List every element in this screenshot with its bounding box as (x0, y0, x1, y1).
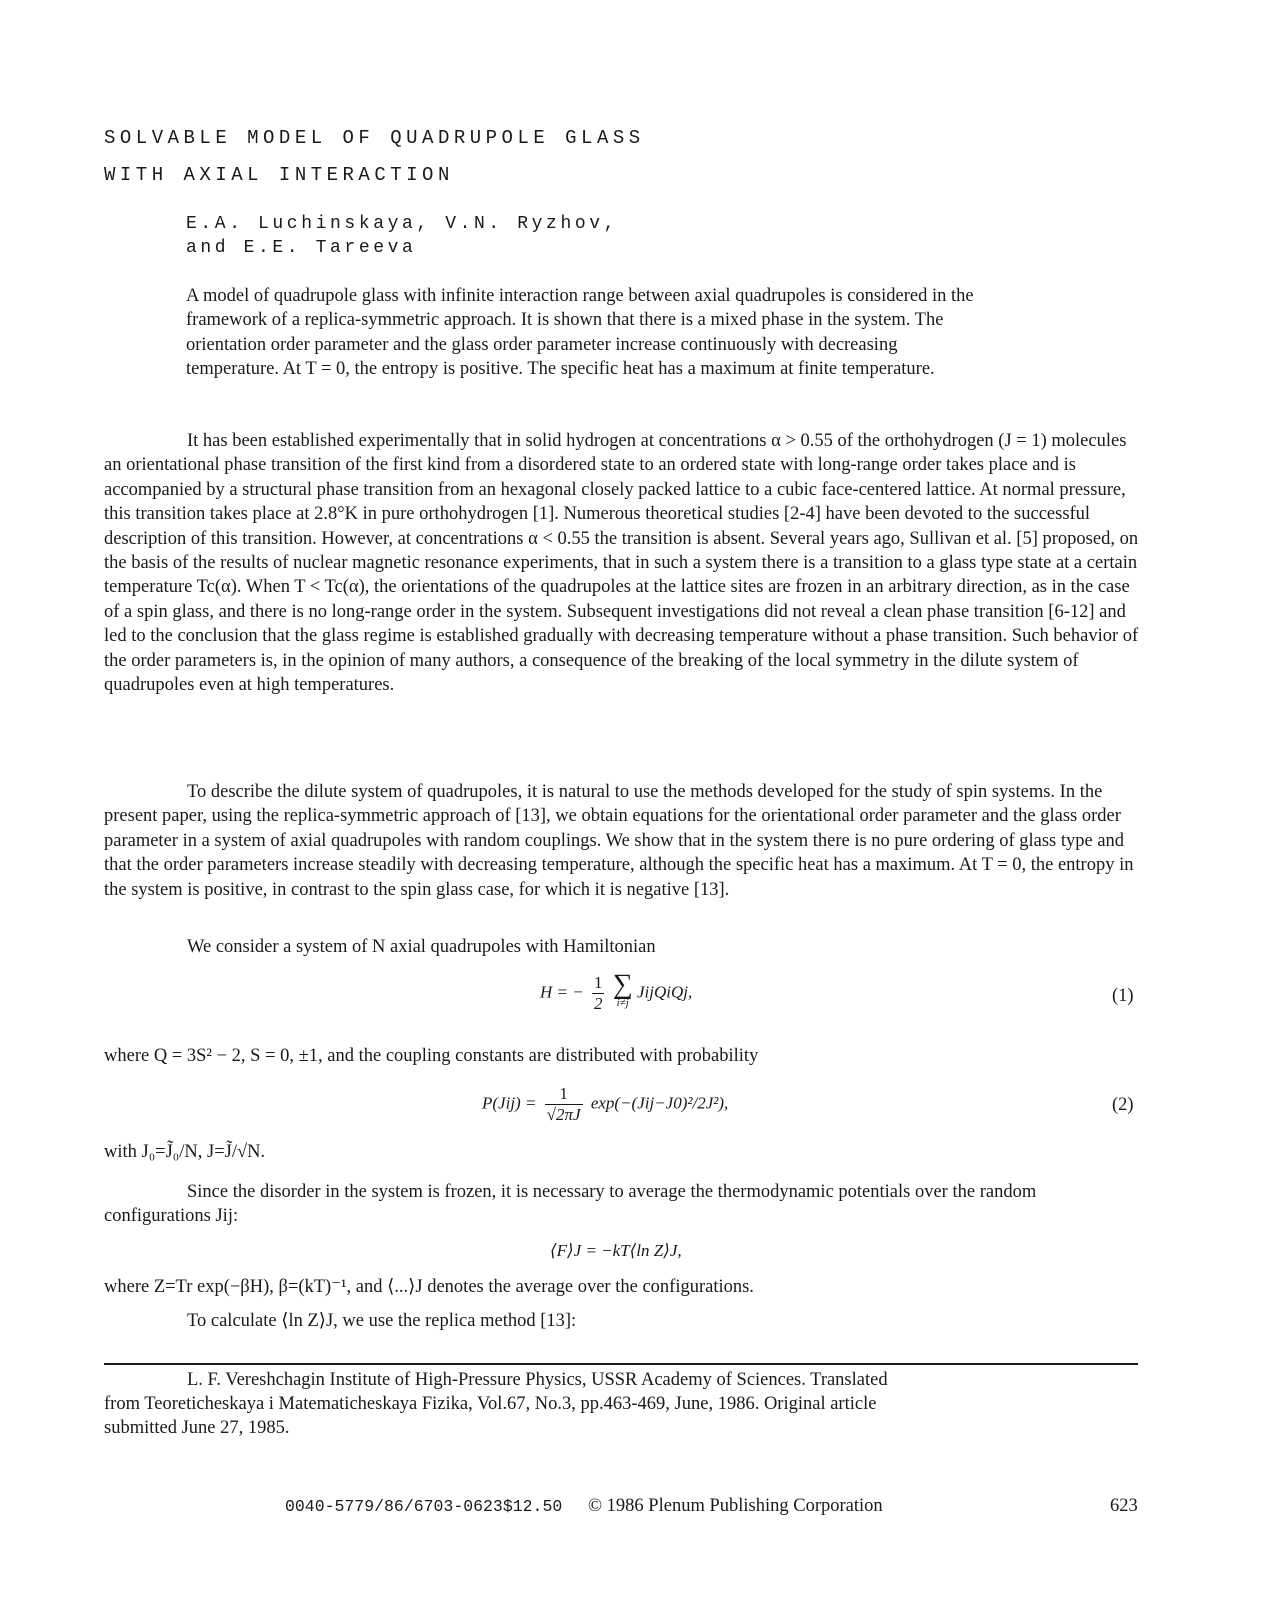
publication-code: 0040-5779/86/6703-0623$12.50 (285, 1497, 563, 1516)
eq1-sum-subscript: i≠j (616, 996, 629, 1009)
sum-symbol: ∑ (612, 968, 633, 1000)
eq1-numerator: 1 (593, 973, 603, 992)
paragraph-partition: where Z=Tr exp(−βH), β=(kT)⁻¹, and ⟨...⟩J denotes the average over the configurations. (104, 1277, 754, 1297)
eq1-summation (612, 968, 633, 1012)
paragraph-hamiltonian-intro: We consider a system of N axial quadrupoles with Hamiltonian (187, 937, 656, 957)
eq2-rhs: exp(−(Jij−J0)²/2J²), (590, 1093, 729, 1113)
eq1-rhs: JijQiQj, (636, 982, 693, 1002)
footnote-line-3: submitted June 27, 1985. (104, 1418, 290, 1438)
paragraph-coupling: where Q = 3S² − 2, S = 0, ±1, and the coupling constants are distributed with probability (104, 1046, 759, 1066)
equation-2 (482, 1084, 728, 1125)
equation-free-energy: ⟨F⟩J = −kT⟨ln Z⟩J, (550, 1241, 682, 1260)
equation-2-label: (2) (1112, 1095, 1134, 1115)
authors-line-2: and E.E. Tareeva (186, 238, 417, 258)
eq2-denominator: √2πJ (546, 1105, 581, 1124)
paragraph-disorder: Since the disorder in the system is frozen, it is necessary to average the thermodynamic potentials over the random configurations Jij: (104, 1182, 1037, 1227)
equation-1 (540, 968, 693, 1014)
paper-title-line-2: WITH AXIAL INTERACTION (104, 164, 454, 186)
footnote-line-1: L. F. Vereshchagin Institute of High-Pressure Physics, USSR Academy of Sciences. Translated (187, 1370, 888, 1390)
abstract: A model of quadrupole glass with infinite interaction range between axial quadrupoles is considered in the framework of a replica-symmetric approach. It is shown that there is a mixed phase in the system. The orientation order parameter and the glass order parameter increase continuously with decreasing temperature. At T = 0, the entropy is positive. The specific heat has a maximum at finite temperature. (186, 286, 974, 380)
paragraph-definitions: with J₀=J̃₀/N, J=J̃/√N. (104, 1142, 266, 1162)
footnote-line-2: from Teoreticheskaya i Matematicheskaya Fizika, Vol.67, No.3, pp.463-469, June, 1986. Original article (104, 1394, 877, 1414)
eq1-denominator: 2 (593, 994, 603, 1013)
eq2-numerator: 1 (545, 1084, 583, 1105)
paper-title-line-1: SOLVABLE MODEL OF QUADRUPOLE GLASS (104, 127, 645, 149)
copyright-notice: © 1986 Plenum Publishing Corporation (588, 1496, 883, 1516)
eq1-lhs: H = − (540, 982, 584, 1002)
paragraph-approach: To describe the dilute system of quadrupoles, it is natural to use the methods developed for the study of spin systems. In the present paper, using the replica-symmetric approach of [13], we obtain equations for the orientational order parameter and the glass order parameter in a system of axial quadrupoles with random couplings. We show that in the system there is no pure ordering of glass type and that the order parameters increase steadily with decreasing temperature, although the specific heat has a maximum. At T = 0, the entropy in the system is positive, in contrast to the spin glass case, for which it is negative [13]. (104, 782, 1134, 900)
authors-line-1: E.A. Luchinskaya, V.N. Ryzhov, (186, 214, 619, 234)
footnote-divider (104, 1363, 1138, 1365)
page-number: 623 (1110, 1496, 1138, 1516)
eq1-fraction (592, 973, 605, 1014)
eq2-lhs: P(Jij) = (482, 1093, 537, 1113)
equation-1-label: (1) (1112, 986, 1134, 1006)
paragraph-replica: To calculate ⟨ln Z⟩J, we use the replica method [13]: (187, 1311, 577, 1331)
eq2-fraction (545, 1084, 583, 1125)
paragraph-intro: It has been established experimentally that in solid hydrogen at concentrations α > 0.55 of the orthohydrogen (J = 1) molecules an orientational phase transition of the first kind from a disordered state to an ordered state with long-range order takes place and is accompanied by a structural phase transition from an hexagonal closely packed lattice to a cubic face-centered lattice. At normal pressure, this transition takes place at 2.8°K in pure orthohydrogen [1]. Numerous theoretical studies [2-4] have been devoted to the successful description of this transition. However, at concentrations α < 0.55 the transition is absent. Several years ago, Sullivan et al. [5] proposed, on the basis of the results of nuclear magnetic resonance experiments, that in such a system there is a transition to a glass type state at a certain temperature Tc(α). When T < Tc(α), the orientations of the quadrupoles at the lattice sites are frozen in an arbitrary direction, as in the case of a spin glass, and there is no long-range order in the system. Subsequent investigations did not reveal a clean phase transition [6-12] and led to the conclusion that the glass regime is established gradually with decreasing temperature without a phase transition. Such behavior of the order parameters is, in the opinion of many authors, a consequence of the breaking of the local symmetry in the dilute system of quadrupoles even at high temperatures. (104, 431, 1139, 696)
